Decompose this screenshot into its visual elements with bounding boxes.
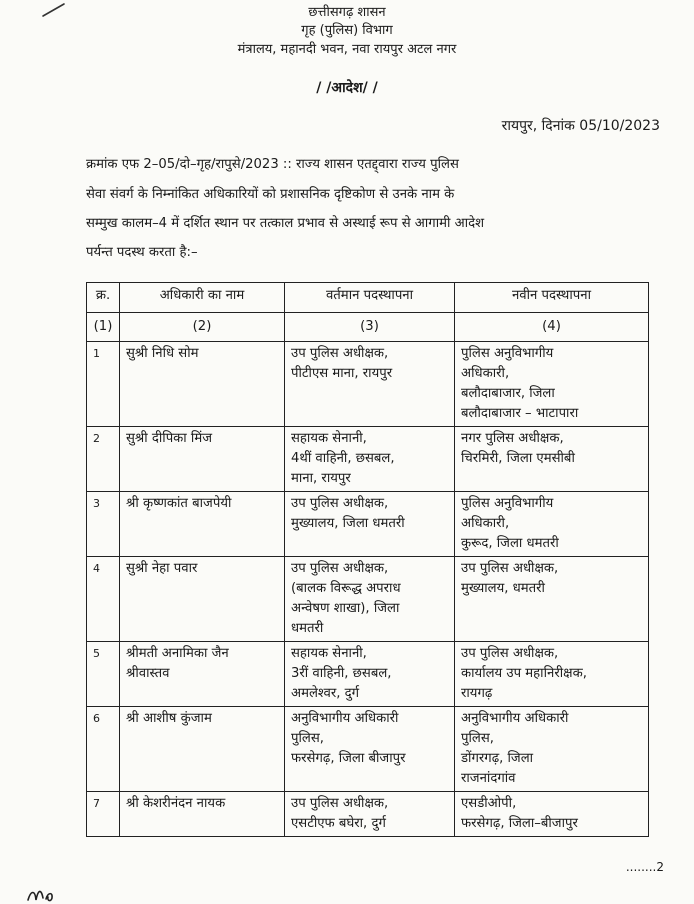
table-row bbox=[87, 792, 649, 837]
serial-number: 2 bbox=[87, 427, 120, 492]
new-posting-line: अधिकारी, bbox=[461, 516, 510, 531]
new-posting-cell bbox=[455, 557, 649, 642]
current-posting-line: मुख्यालय, जिला धमतरी bbox=[291, 516, 405, 531]
column-index-row bbox=[87, 313, 649, 342]
new-posting-line: कुरूद, जिला धमतरी bbox=[461, 536, 559, 551]
order-paragraph-line: सेवा संवर्ग के निम्नांकित अधिकारियों को प्रशासनिक दृष्टिकोण से उनके नाम के bbox=[86, 187, 455, 202]
current-posting-line: धमतरी bbox=[291, 621, 324, 636]
officer-name-cell bbox=[120, 642, 285, 707]
column-index: (1) bbox=[87, 313, 120, 342]
new-posting-line: रायगढ़ bbox=[461, 686, 493, 701]
officer-name-cell bbox=[120, 342, 285, 427]
page-number: ........2 bbox=[625, 860, 664, 874]
table-body bbox=[87, 342, 649, 837]
officer-name-line: सुश्री निधि सोम bbox=[126, 346, 199, 361]
office-address: मंत्रालय, महानदी भवन, नवा रायपुर अटल नगर bbox=[237, 42, 457, 57]
new-posting-line: उप पुलिस अधीक्षक, bbox=[461, 561, 559, 576]
order-title: / /आदेश/ / bbox=[316, 80, 378, 96]
column-index: (4) bbox=[455, 313, 649, 342]
table-row bbox=[87, 342, 649, 427]
current-posting-line: अमलेश्वर, दुर्ग bbox=[291, 686, 360, 701]
current-posting-line: उप पुलिस अधीक्षक, bbox=[291, 796, 389, 811]
new-posting-line: पुलिस, bbox=[461, 731, 494, 746]
new-posting-cell bbox=[455, 427, 649, 492]
current-posting-line: सहायक सेनानी, bbox=[291, 431, 367, 446]
serial-number: 7 bbox=[87, 792, 120, 837]
current-posting-line: उप पुलिस अधीक्षक, bbox=[291, 561, 389, 576]
column-index: (2) bbox=[120, 313, 285, 342]
current-posting-line: उप पुलिस अधीक्षक, bbox=[291, 346, 389, 361]
new-posting-line: उप पुलिस अधीक्षक, bbox=[461, 646, 559, 661]
new-posting-cell bbox=[455, 492, 649, 557]
new-posting-line: नगर पुलिस अधीक्षक, bbox=[461, 431, 564, 446]
place-date: रायपुर, दिनांक 05/10/2023 bbox=[501, 118, 660, 134]
officer-name-line: श्री कृष्णकांत बाजपेयी bbox=[126, 496, 232, 511]
officer-name-line: सुश्री दीपिका मिंज bbox=[126, 431, 213, 446]
new-posting-cell bbox=[455, 792, 649, 837]
officer-name-line: श्री केशरीनंदन नायक bbox=[126, 796, 226, 811]
serial-number: 6 bbox=[87, 707, 120, 792]
column-index: (3) bbox=[285, 313, 455, 342]
current-posting-cell bbox=[285, 427, 455, 492]
current-posting-line: अन्वेषण शाखा), जिला bbox=[291, 601, 400, 616]
officer-name-line: सुश्री नेहा पवार bbox=[126, 561, 198, 576]
officer-name-cell bbox=[120, 427, 285, 492]
current-posting-line: फरसेगढ़, जिला बीजापुर bbox=[291, 751, 406, 766]
table-row bbox=[87, 707, 649, 792]
current-posting-line: एसटीएफ बघेरा, दुर्ग bbox=[291, 816, 386, 831]
table-header-row bbox=[87, 283, 649, 313]
officer-name-cell bbox=[120, 492, 285, 557]
government-name: छत्तीसगढ़ शासन bbox=[308, 5, 386, 20]
new-posting-line: डोंगरगढ़, जिला bbox=[461, 751, 534, 766]
serial-number: 5 bbox=[87, 642, 120, 707]
department-name: गृह (पुलिस) विभाग bbox=[301, 23, 393, 38]
current-posting-cell bbox=[285, 342, 455, 427]
new-posting-cell bbox=[455, 707, 649, 792]
table-row bbox=[87, 642, 649, 707]
new-posting-line: एसडीओपी, bbox=[461, 796, 517, 811]
serial-number: 1 bbox=[87, 342, 120, 427]
header-officer-name: अधिकारी का नाम bbox=[120, 283, 285, 313]
table-row bbox=[87, 557, 649, 642]
current-posting-line: 4थीं वाहिनी, छसबल, bbox=[291, 451, 395, 466]
officer-name-line: श्री आशीष कुंजाम bbox=[126, 711, 212, 726]
current-posting-line: उप पुलिस अधीक्षक, bbox=[291, 496, 389, 511]
table-row bbox=[87, 492, 649, 557]
officer-name-cell bbox=[120, 707, 285, 792]
new-posting-line: मुख्यालय, धमतरी bbox=[461, 581, 545, 596]
header-new-posting: नवीन पदस्थापना bbox=[455, 283, 649, 313]
new-posting-line: अनुविभागीय अधिकारी bbox=[461, 711, 569, 726]
current-posting-line: अनुविभागीय अधिकारी bbox=[291, 711, 399, 726]
new-posting-cell bbox=[455, 642, 649, 707]
officer-name-line: श्रीमती अनामिका जैन bbox=[126, 646, 229, 661]
officer-name-cell bbox=[120, 557, 285, 642]
current-posting-line: पीटीएस माना, रायपुर bbox=[291, 366, 393, 381]
new-posting-line: राजनांदगांव bbox=[461, 771, 516, 786]
current-posting-cell bbox=[285, 642, 455, 707]
current-posting-cell bbox=[285, 707, 455, 792]
header-current-posting: वर्तमान पदस्थापना bbox=[285, 283, 455, 313]
current-posting-cell bbox=[285, 492, 455, 557]
header-serial: क्र. bbox=[87, 283, 120, 313]
serial-number: 4 bbox=[87, 557, 120, 642]
current-posting-line: (बालक विरूद्ध अपराध bbox=[291, 581, 401, 596]
current-posting-line: पुलिस, bbox=[291, 731, 324, 746]
order-paragraph-line: सम्मुख कालम–4 में दर्शित स्थान पर तत्काल प्रभाव से अस्थाई रूप से आगामी आदेश bbox=[86, 216, 485, 231]
current-posting-cell bbox=[285, 792, 455, 837]
table-row bbox=[87, 427, 649, 492]
new-posting-cell bbox=[455, 342, 649, 427]
current-posting-line: माना, रायपुर bbox=[291, 471, 351, 486]
new-posting-line: अधिकारी, bbox=[461, 366, 510, 381]
current-posting-line: 3रीं वाहिनी, छसबल, bbox=[291, 666, 392, 681]
new-posting-line: बलौदाबाजार, जिला bbox=[461, 386, 555, 401]
new-posting-line: पुलिस अनुविभागीय bbox=[461, 496, 554, 511]
order-paragraph-line: पर्यन्त पदस्थ करता है:– bbox=[86, 245, 198, 260]
new-posting-line: पुलिस अनुविभागीय bbox=[461, 346, 554, 361]
officer-name-cell bbox=[120, 792, 285, 837]
officer-name-line: श्रीवास्तव bbox=[126, 666, 170, 681]
new-posting-line: फरसेगढ़, जिला–बीजापुर bbox=[461, 816, 578, 831]
new-posting-line: बलौदाबाजार – भाटापारा bbox=[461, 406, 579, 421]
posting-table bbox=[86, 282, 649, 837]
order-paragraph-line: क्रमांक एफ 2–05/दो–गृह/रापुसे/2023 :: राज्य शासन एतद्द्वारा राज्य पुलिस bbox=[86, 157, 459, 172]
new-posting-line: कार्यालय उप महानिरीक्षक, bbox=[461, 666, 587, 681]
serial-number: 3 bbox=[87, 492, 120, 557]
new-posting-line: चिरमिरी, जिला एमसीबी bbox=[461, 451, 575, 466]
current-posting-line: सहायक सेनानी, bbox=[291, 646, 367, 661]
current-posting-cell bbox=[285, 557, 455, 642]
handwritten-initials bbox=[26, 884, 70, 904]
